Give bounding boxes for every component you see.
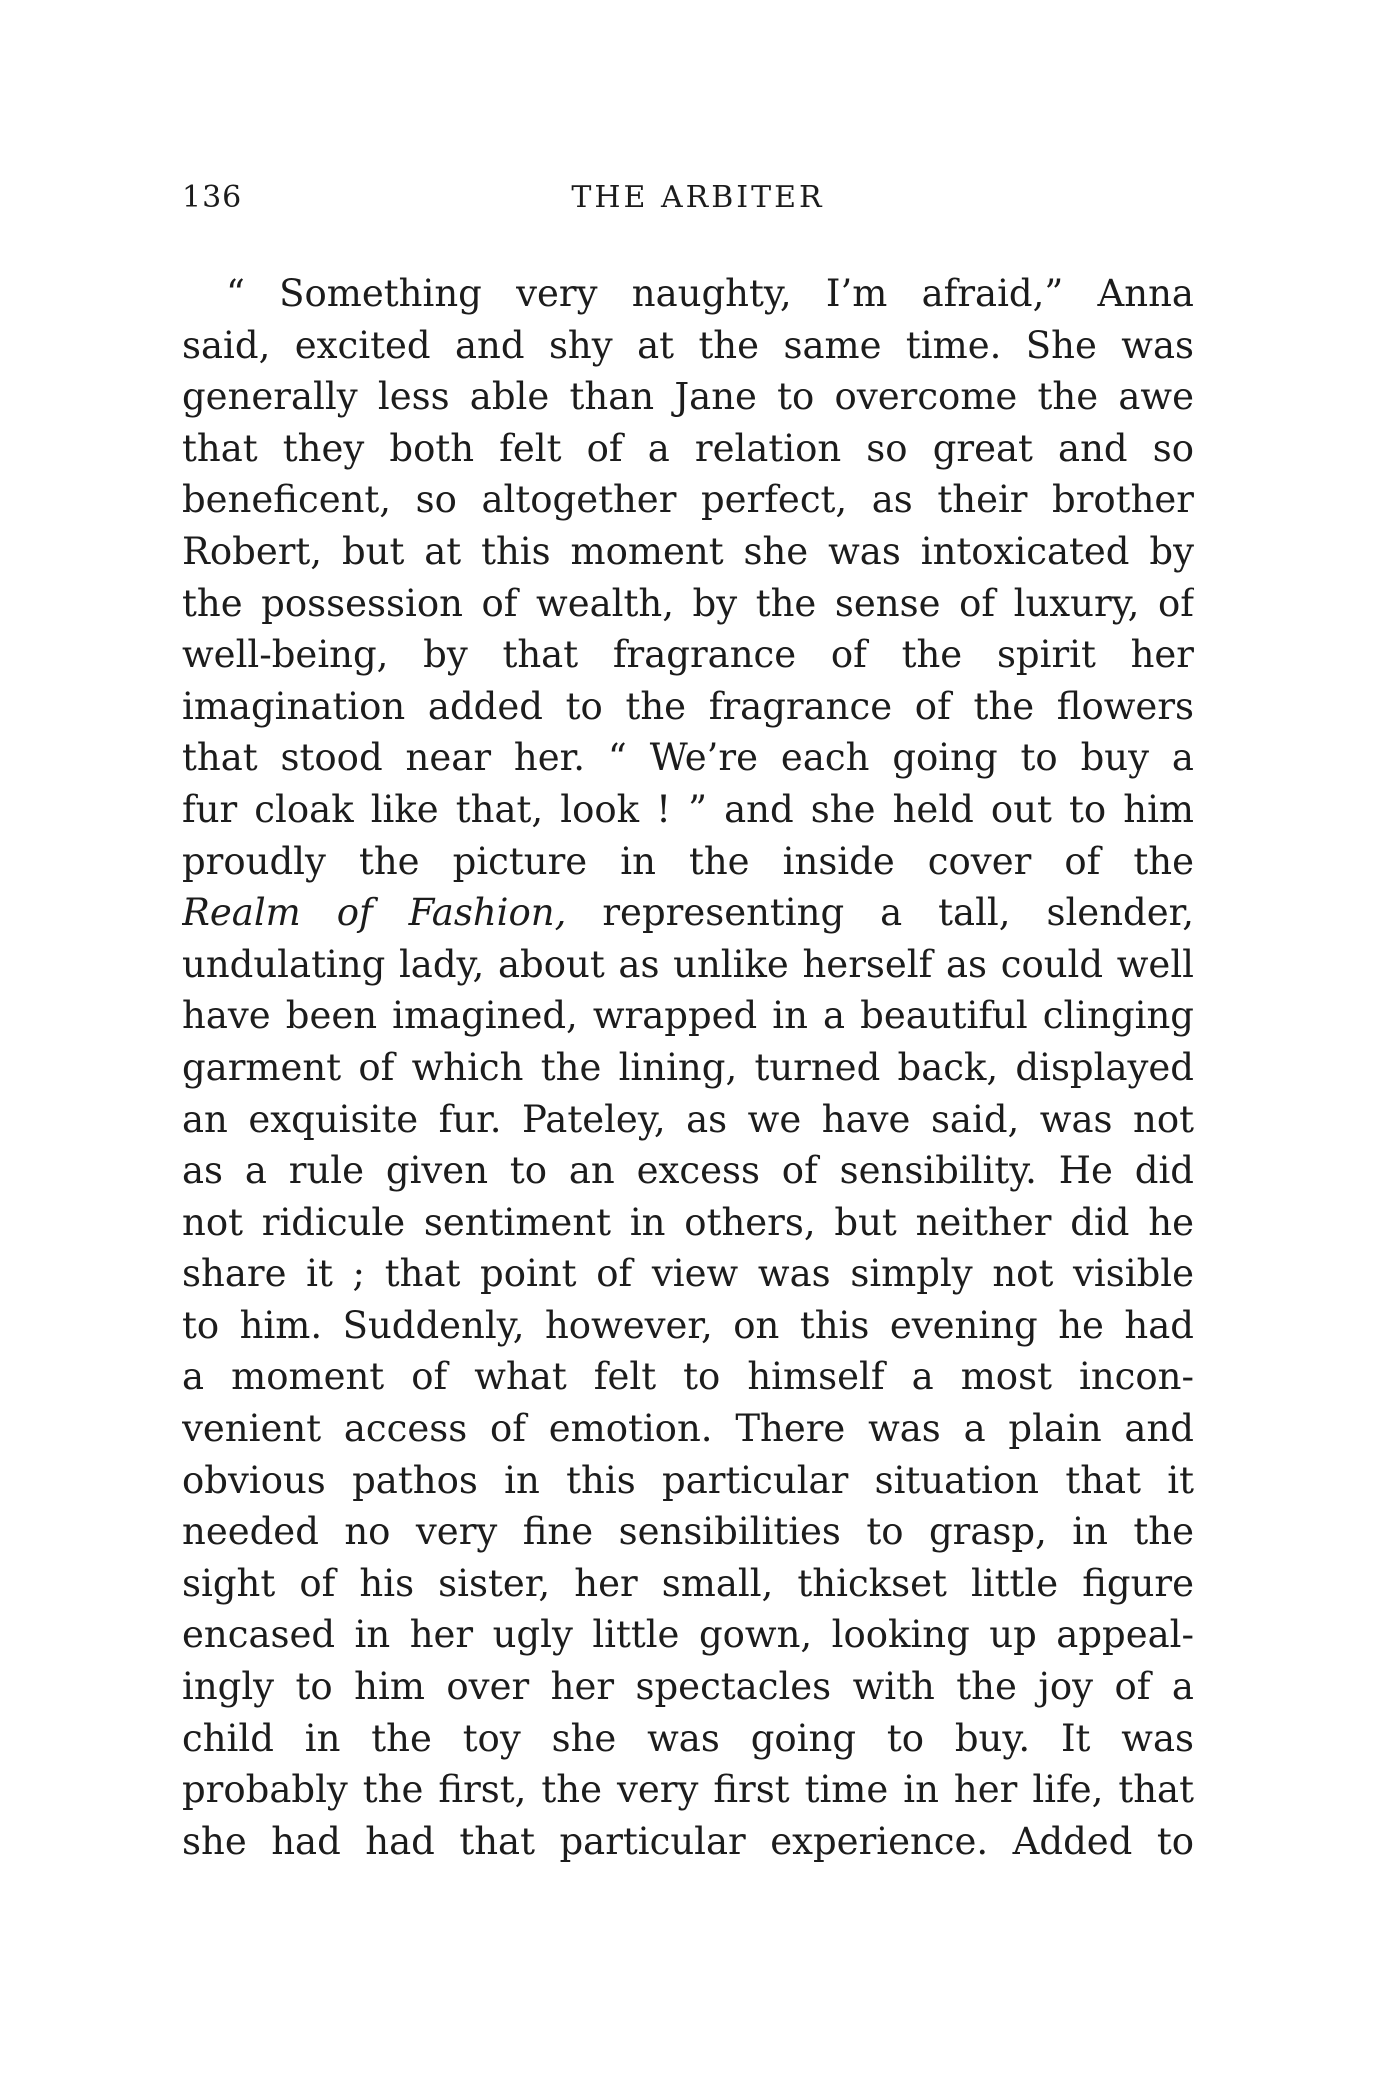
text-line: imagination added to the fragrance of the flowers	[182, 684, 1194, 728]
text-line: that stood near her. “ We’re each going to buy a	[182, 736, 1194, 780]
text-line: have been imagined, wrapped in a beautiful clinging	[182, 994, 1194, 1038]
book-title-italic: Realm of Fashion,	[182, 891, 567, 935]
text-line: undulating lady, about as unlike herself as could well	[182, 942, 1194, 986]
text-line: a moment of what felt to himself a most incon-	[182, 1355, 1194, 1399]
text-line: probably the first, the very first time in her life, that	[182, 1768, 1194, 1812]
body-text	[182, 268, 1194, 1867]
text-line: child in the toy she was going to buy. It was	[182, 1716, 1194, 1760]
text-line: to him. Suddenly, however, on this evening he had	[182, 1303, 1194, 1347]
text-line: she had had that particular experience. Added to	[182, 1819, 1194, 1863]
text-line: beneficent, so altogether perfect, as their brother	[182, 478, 1194, 522]
text-line: well-being, by that fragrance of the spirit her	[182, 633, 1194, 677]
text-line: proudly the picture in the inside cover of the	[182, 839, 1194, 883]
text-fragment: representing a tall, slender,	[566, 891, 1194, 935]
text-line: needed no very fine sensibilities to grasp, in the	[182, 1510, 1194, 1554]
text-line: the possession of wealth, by the sense of luxury, of	[182, 581, 1194, 625]
text-line: as a rule given to an excess of sensibility. He did	[182, 1149, 1194, 1193]
text-line: generally less able than Jane to overcome the awe	[182, 375, 1194, 419]
text-line: garment of which the lining, turned back, displayed	[182, 1045, 1194, 1089]
text-line: obvious pathos in this particular situation that it	[182, 1458, 1194, 1502]
text-line: Robert, but at this moment she was intoxicated by	[182, 529, 1194, 573]
text-line: sight of his sister, her small, thickset little figure	[182, 1561, 1194, 1605]
text-line: said, excited and shy at the same time. She was	[182, 323, 1194, 367]
page-number: 136	[182, 180, 243, 215]
text-line: an exquisite fur. Pateley, as we have said, was not	[182, 1097, 1194, 1141]
text-line: not ridicule sentiment in others, but neither did he	[182, 1200, 1194, 1244]
text-line: fur cloak like that, look ! ” and she held out to him	[182, 787, 1194, 831]
text-line: ingly to him over her spectacles with the joy of a	[182, 1665, 1194, 1709]
text-line: that they both felt of a relation so great and so	[182, 426, 1194, 470]
text-line-italic-title	[182, 887, 1194, 939]
page-header	[182, 178, 1194, 228]
text-line: encased in her ugly little gown, looking up appeal-	[182, 1613, 1194, 1657]
text-line: share it ; that point of view was simply not visible	[182, 1252, 1194, 1296]
text-line: “ Something very naughty, I’m afraid,” Anna	[226, 272, 1194, 315]
running-head: THE ARBITER	[571, 180, 825, 215]
text-line: venient access of emotion. There was a plain and	[182, 1407, 1194, 1451]
